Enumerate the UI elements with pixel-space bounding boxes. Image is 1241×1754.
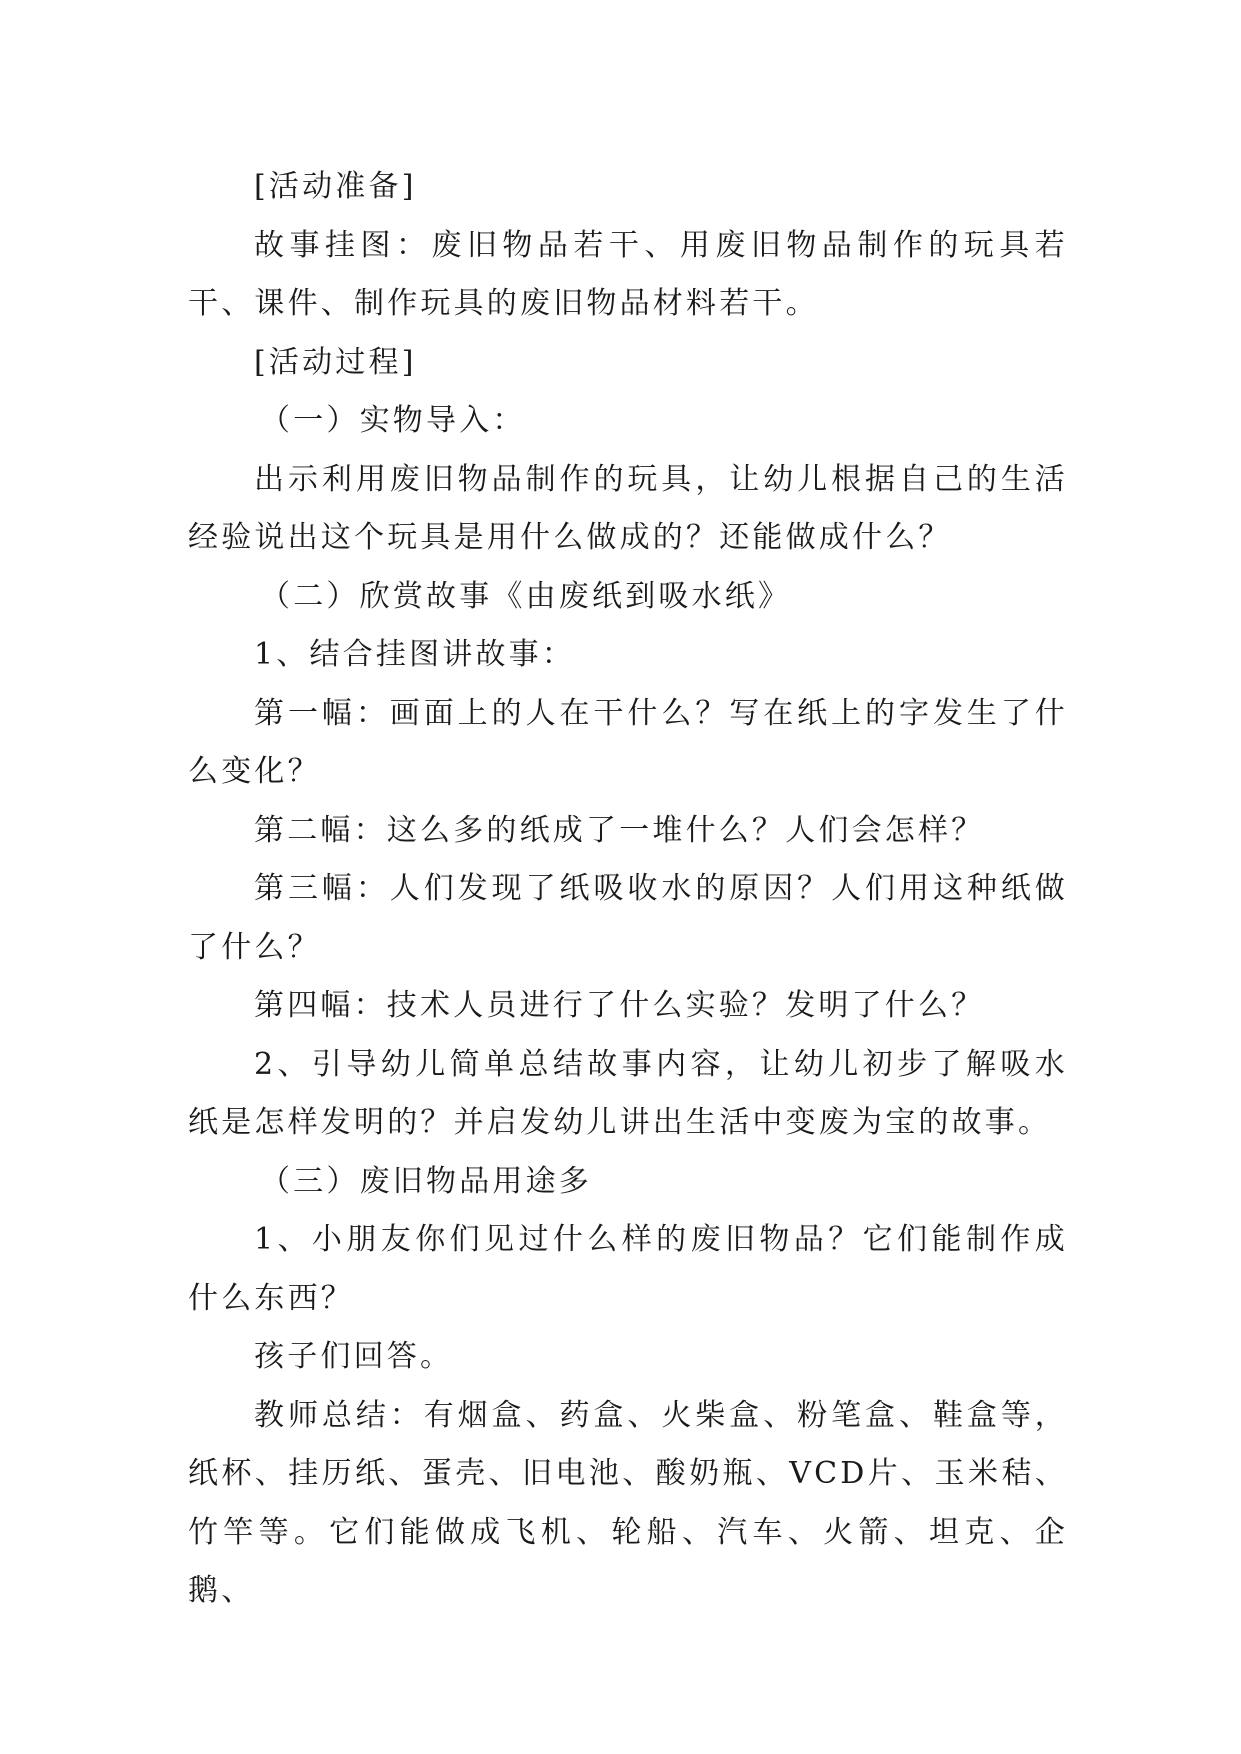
paragraph-question: 1、小朋友你们见过什么样的废旧物品？它们能制作成什么东西？ [188, 1222, 1068, 1316]
paragraph-picture-2: 第二幅：这么多的纸成了一堆什么？人们会怎样？ [254, 812, 985, 848]
section-heading-preparation: [活动准备] [254, 169, 417, 204]
paragraph-summary: 2、引导幼儿简单总结故事内容，让幼儿初步了解吸水纸是怎样发明的？并启发幼儿讲出生活中变废为宝的故事。 [188, 1046, 1068, 1140]
paragraph-teacher-summary: 教师总结：有烟盒、药盒、火柴盒、粉笔盒、鞋盒等，纸杯、挂历纸、蛋壳、旧电池、酸奶瓶、VCD片、玉米秸、竹竿等。它们能做成飞机、轮船、汽车、火箭、坦克、企鹅、 [188, 1397, 1068, 1608]
step-heading-2: （二）欣赏故事《由废纸到吸水纸》 [260, 578, 792, 614]
section-heading-process: [活动过程] [254, 344, 417, 380]
paragraph-picture-4: 第四幅：技术人员进行了什么实验？发明了什么？ [254, 988, 985, 1023]
paragraph-intro-toys: 出示利用废旧物品制作的玩具，让幼儿根据自己的生活经验说出这个玩具是用什么做成的？还能做成什么？ [188, 461, 1068, 555]
paragraph-picture-1: 第一幅：画面上的人在干什么？写在纸上的字发生了什么变化？ [188, 695, 1068, 789]
paragraph-picture-3: 第三幅：人们发现了纸吸收水的原因？人们用这种纸做了什么？ [188, 871, 1068, 965]
paragraph-children-answer: 孩子们回答。 [254, 1339, 454, 1374]
document-body [188, 158, 1068, 1621]
paragraph-materials: 故事挂图：废旧物品若干、用废旧物品制作的玩具若干、课件、制作玩具的废旧物品材料若干。 [188, 227, 1068, 321]
step-heading-1: （一）实物导入： [260, 403, 526, 438]
step-heading-3: （三）废旧物品用途多 [260, 1163, 592, 1199]
paragraph-story-intro: 1、结合挂图讲故事： [254, 637, 576, 672]
